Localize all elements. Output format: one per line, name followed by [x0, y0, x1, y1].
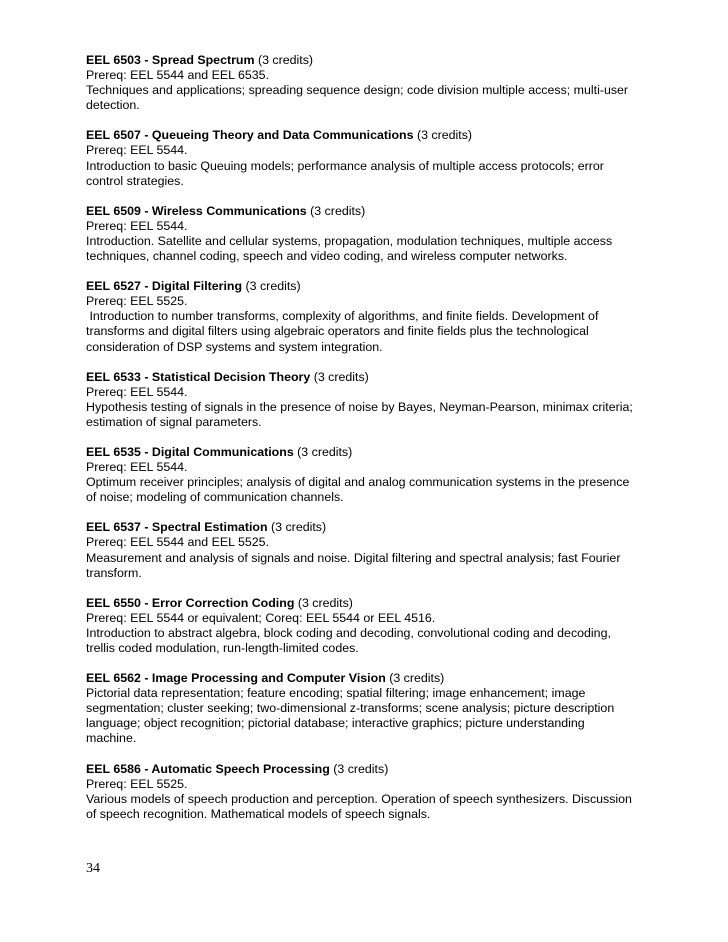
course-credits: (3 credits) — [257, 53, 314, 67]
course-credits: (3 credits) — [297, 444, 353, 459]
course-line: Prereq: EEL 5544. — [86, 143, 188, 158]
course-heading — [86, 128, 676, 143]
course-title: EEL 6562 - Image Processing and Computer Vision — [86, 671, 386, 686]
course-heading — [86, 596, 676, 611]
course-line: Introduction to number transforms, complexity of algorithms, and finite fields. Development of — [86, 309, 599, 324]
course-line: Prereq: EEL 5544 and EEL 5525. — [86, 535, 270, 550]
course-line: Pictorial data representation; feature encoding; spatial filtering; image enhancement; image — [86, 686, 586, 701]
course-heading — [86, 762, 676, 777]
course-line: language; object recognition; pictorial database; interactive graphics; picture understanding — [86, 716, 585, 731]
course-line: Optimum receiver principles; analysis of digital and analog communication systems in the presence — [86, 475, 630, 490]
course-line: Prereq: EEL 5544 or equivalent; Coreq: EEL 5544 or EEL 4516. — [86, 610, 436, 625]
course-line: control strategies. — [86, 173, 184, 188]
course-heading — [86, 445, 676, 460]
course-line: Prereq: EEL 5544 and EEL 6535. — [86, 68, 270, 83]
course-line: Techniques and applications; spreading sequence design; code division multiple access; multi-user — [86, 83, 629, 98]
course-line: Introduction to basic Queuing models; performance analysis of multiple access protocols; error — [86, 158, 604, 173]
course-line: segmentation; cluster seeking; two-dimensional z-transforms; scene analysis; picture description — [86, 701, 615, 716]
course-title: EEL 6586 - Automatic Speech Processing — [86, 761, 330, 776]
course-entry — [86, 762, 676, 822]
course-line: Prereq: EEL 5544. — [86, 384, 188, 399]
course-credits: (3 credits) — [310, 203, 366, 218]
course-entry — [86, 520, 676, 580]
course-line: Various models of speech production and perception. Operation of speech synthesizers. Discussion — [86, 791, 632, 806]
course-line: techniques, channel coding, speech and video coding, and wireless computer networks. — [86, 249, 568, 264]
course-title: EEL 6503 - Spread Spectrum — [86, 53, 255, 67]
course-line: Hypothesis testing of signals in the presence of noise by Bayes, Neyman-Pearson, minimax criteria; — [86, 399, 633, 414]
course-credits: (3 credits) — [333, 761, 389, 776]
course-line: machine. — [86, 731, 137, 746]
course-line: consideration of DSP systems and system integration. — [86, 339, 383, 354]
course-title: EEL 6537 - Spectral Estimation — [86, 520, 268, 535]
course-entry — [86, 128, 676, 188]
course-title: EEL 6533 - Statistical Decision Theory — [86, 369, 311, 384]
course-entry — [86, 596, 676, 656]
course-title: EEL 6550 - Error Correction Coding — [86, 595, 295, 610]
course-line: Introduction. Satellite and cellular systems, propagation, modulation techniques, multiple access — [86, 233, 613, 248]
course-credits: (3 credits) — [389, 671, 445, 686]
course-credits: (3 credits) — [297, 595, 353, 610]
course-entry — [86, 204, 676, 264]
course-line: trellis coded modulation, run-length-limited codes. — [86, 641, 359, 655]
course-line: of noise; modeling of communication channels. — [86, 490, 344, 505]
page-number: 34 — [86, 861, 100, 876]
course-credits: (3 credits) — [271, 520, 327, 535]
course-entry — [86, 53, 676, 113]
course-heading — [86, 671, 676, 686]
course-credits: (3 credits) — [313, 369, 369, 384]
course-line: Measurement and analysis of signals and noise. Digital filtering and spectral analysis; fast Fourier — [86, 550, 621, 565]
course-line: transforms and digital filters using algebraic operators and finite fields plus the technological — [86, 324, 589, 339]
course-entry — [86, 671, 676, 746]
course-line: Prereq: EEL 5525. — [86, 776, 188, 791]
course-line: estimation of signal parameters. — [86, 414, 262, 429]
course-line: Introduction to abstract algebra, block coding and decoding, convolutional coding and decoding, — [86, 625, 611, 640]
course-heading — [86, 279, 676, 294]
course-entry — [86, 445, 676, 505]
course-heading — [86, 204, 676, 219]
course-entry — [86, 370, 676, 430]
course-list — [86, 53, 676, 837]
course-credits: (3 credits) — [416, 128, 473, 143]
course-line: of speech recognition. Mathematical models of speech signals. — [86, 806, 431, 821]
course-heading — [86, 53, 676, 68]
course-line: detection. — [86, 98, 140, 113]
course-entry — [86, 279, 676, 354]
course-credits: (3 credits) — [245, 279, 301, 294]
course-line: Prereq: EEL 5544. — [86, 218, 188, 233]
course-title: EEL 6507 - Queueing Theory and Data Communications — [86, 128, 414, 143]
course-line: Prereq: EEL 5544. — [86, 460, 188, 475]
course-title: EEL 6535 - Digital Communications — [86, 444, 294, 459]
course-title: EEL 6509 - Wireless Communications — [86, 203, 307, 218]
course-heading — [86, 520, 676, 535]
course-line: transform. — [86, 565, 142, 580]
course-heading — [86, 370, 676, 385]
course-line: Prereq: EEL 5525. — [86, 294, 188, 309]
course-title: EEL 6527 - Digital Filtering — [86, 279, 243, 294]
